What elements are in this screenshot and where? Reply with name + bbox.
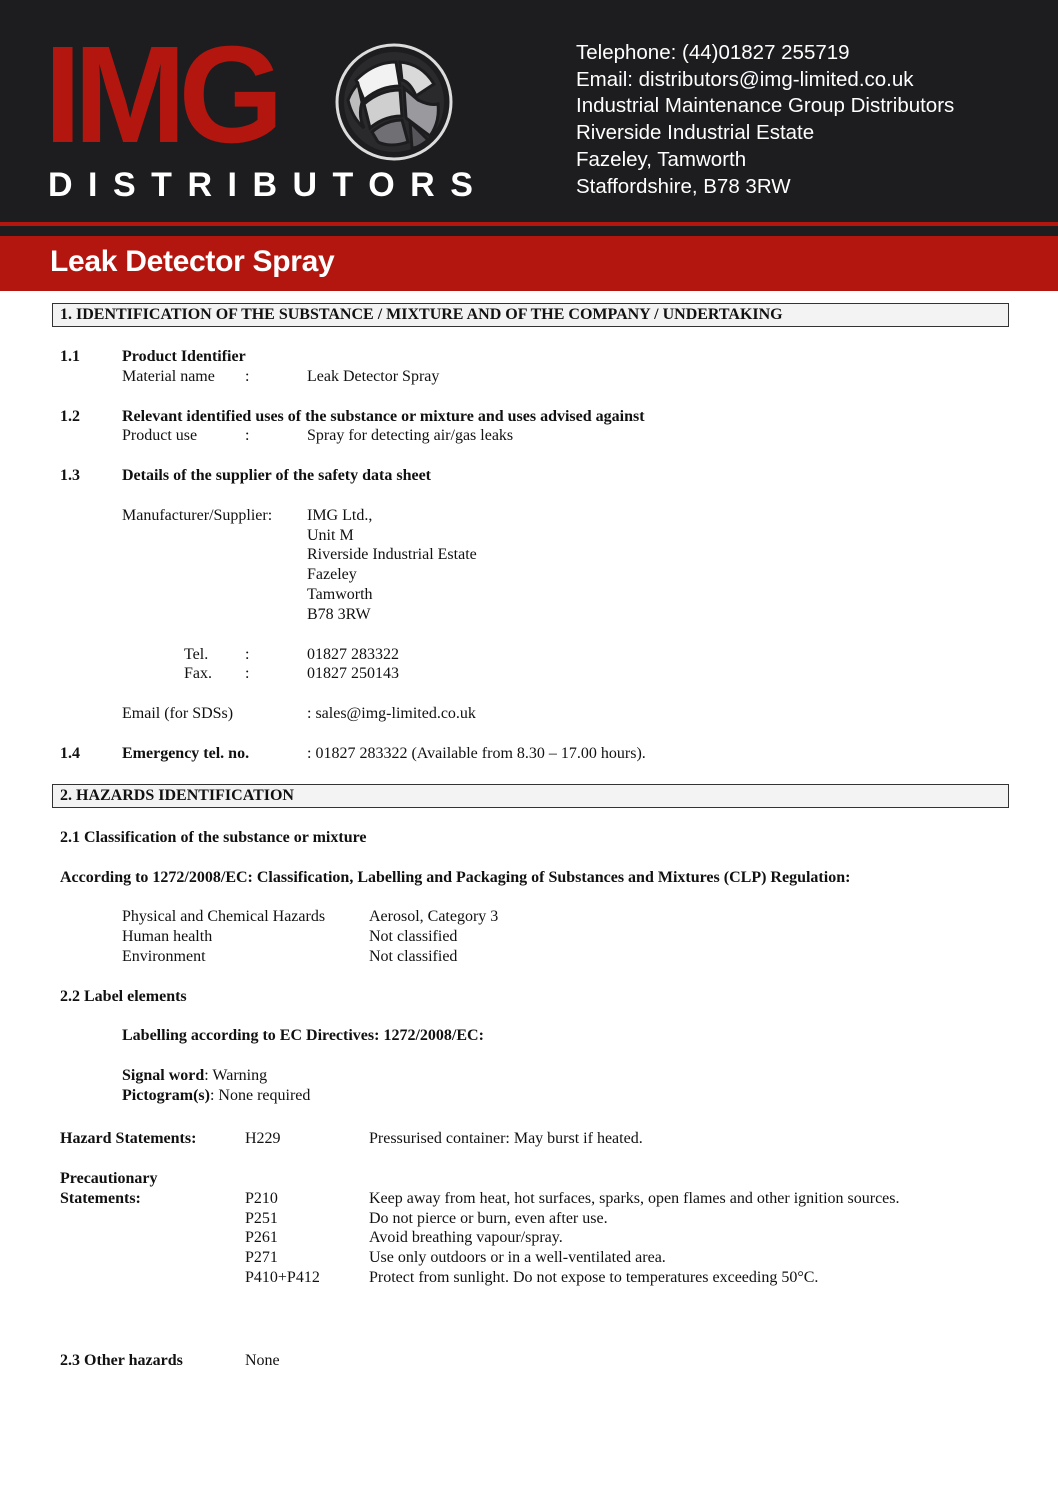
material-name-colon: : [245, 368, 250, 385]
precaution-code: P251 [245, 1210, 278, 1227]
section-1-2-number: 1.2 [60, 408, 80, 425]
classification-value: Not classified [369, 928, 458, 945]
contact-county: Staffordshire, B78 3RW [576, 174, 791, 198]
hazard-code: H229 [245, 1130, 281, 1147]
fax-colon: : [245, 665, 250, 682]
hazard-text: Pressurised container: May burst if heated. [369, 1130, 643, 1147]
contact-company: Industrial Maintenance Group Distributors [576, 94, 955, 118]
section-1-heading: 1. IDENTIFICATION OF THE SUBSTANCE / MIXTURE AND OF THE COMPANY / UNDERTAKING [52, 303, 1009, 327]
precaution-code: P271 [245, 1249, 278, 1266]
section-2-2-title: 2.2 Label elements [60, 988, 187, 1005]
document-title: Leak Detector Spray [50, 245, 335, 278]
emergency-value: : 01827 283322 (Available from 8.30 – 17.00 hours). [307, 745, 646, 762]
section-1-3-number: 1.3 [60, 467, 80, 484]
signal-word-value: : Warning [204, 1067, 268, 1084]
address-line: Riverside Industrial Estate [307, 546, 477, 563]
classification-label: Human health [122, 928, 213, 945]
precaution-text: Keep away from heat, hot surfaces, sparks, open flames and other ignition sources. [369, 1190, 900, 1207]
signal-word-label: Signal word [122, 1067, 205, 1084]
precaution-code: P261 [245, 1229, 278, 1246]
pictogram-row [122, 1086, 310, 1106]
statements-label: Statements: [60, 1190, 141, 1207]
signal-word-row [122, 1066, 267, 1086]
section-2-3-value: None [245, 1352, 280, 1369]
precaution-code: P410+P412 [245, 1269, 320, 1286]
address-line: IMG Ltd., [307, 507, 373, 524]
globe-logo-icon [334, 42, 454, 162]
precaution-code: P210 [245, 1190, 278, 1207]
product-use-colon: : [245, 427, 250, 444]
address-line: B78 3RW [307, 606, 371, 623]
product-use-value: Spray for detecting air/gas leaks [307, 427, 514, 444]
material-name-label: Material name [122, 368, 215, 385]
tel-colon: : [245, 646, 250, 663]
section-1-1-title: Product Identifier [122, 348, 246, 365]
precaution-text: Protect from sunlight. Do not expose to temperatures exceeding 50°C. [369, 1269, 819, 1286]
section-2-1-title: 2.1 Classification of the substance or mixture [60, 829, 367, 846]
contact-block [576, 40, 954, 200]
precaution-text: Use only outdoors or in a well-ventilated area. [369, 1249, 666, 1266]
material-name-value: Leak Detector Spray [307, 368, 440, 385]
contact-estate: Riverside Industrial Estate [576, 121, 815, 145]
product-use-label: Product use [122, 427, 198, 444]
classification-value: Not classified [369, 948, 458, 965]
tel-value: 01827 283322 [307, 646, 399, 663]
classification-label: Environment [122, 948, 206, 965]
section-1-2-title: Relevant identified uses of the substance or mixture and uses advised against [122, 408, 645, 425]
header-stripe-dark [0, 226, 1058, 236]
logo-sub-text: DISTRIBUTORS [48, 166, 489, 204]
section-2-3-label: 2.3 Other hazards [60, 1352, 183, 1369]
address-line: Tamworth [307, 586, 373, 603]
contact-town: Fazeley, Tamworth [576, 147, 747, 171]
fax-value: 01827 250143 [307, 665, 399, 682]
clp-title: According to 1272/2008/EC: Classification, Labelling and Packaging of Substances and Mixtures (CLP) Regulation: [60, 869, 851, 886]
email-label: Email (for SDSs) [122, 705, 234, 722]
pictogram-value: : None required [209, 1087, 311, 1104]
classification-label: Physical and Chemical Hazards [122, 908, 326, 925]
labelling-title: Labelling according to EC Directives: 1272/2008/EC: [122, 1027, 484, 1044]
section-1-4-number: 1.4 [60, 745, 80, 762]
section-2-heading: 2. HAZARDS IDENTIFICATION [52, 784, 1009, 808]
section-1-1-number: 1.1 [60, 348, 80, 365]
section-1-3-title: Details of the supplier of the safety data sheet [122, 467, 432, 484]
email-value: : sales@img-limited.co.uk [307, 705, 476, 722]
contact-email: Email: distributors@img-limited.co.uk [576, 67, 914, 91]
precaution-text: Avoid breathing vapour/spray. [369, 1229, 563, 1246]
tel-label: Tel. [184, 646, 209, 663]
precautionary-label: Precautionary [60, 1170, 158, 1187]
logo-main-text: IMG [44, 18, 276, 172]
emergency-label: Emergency tel. no. [122, 745, 250, 762]
contact-telephone: Telephone: (44)01827 255719 [576, 41, 850, 64]
address-line: Fazeley [307, 566, 357, 583]
supplier-label: Manufacturer/Supplier: [122, 507, 273, 524]
hazard-statements-label: Hazard Statements: [60, 1130, 197, 1147]
fax-label: Fax. [184, 665, 212, 682]
classification-value: Aerosol, Category 3 [369, 908, 499, 925]
address-line: Unit M [307, 527, 354, 544]
pictogram-label: Pictogram(s) [122, 1087, 210, 1104]
precaution-text: Do not pierce or burn, even after use. [369, 1210, 608, 1227]
